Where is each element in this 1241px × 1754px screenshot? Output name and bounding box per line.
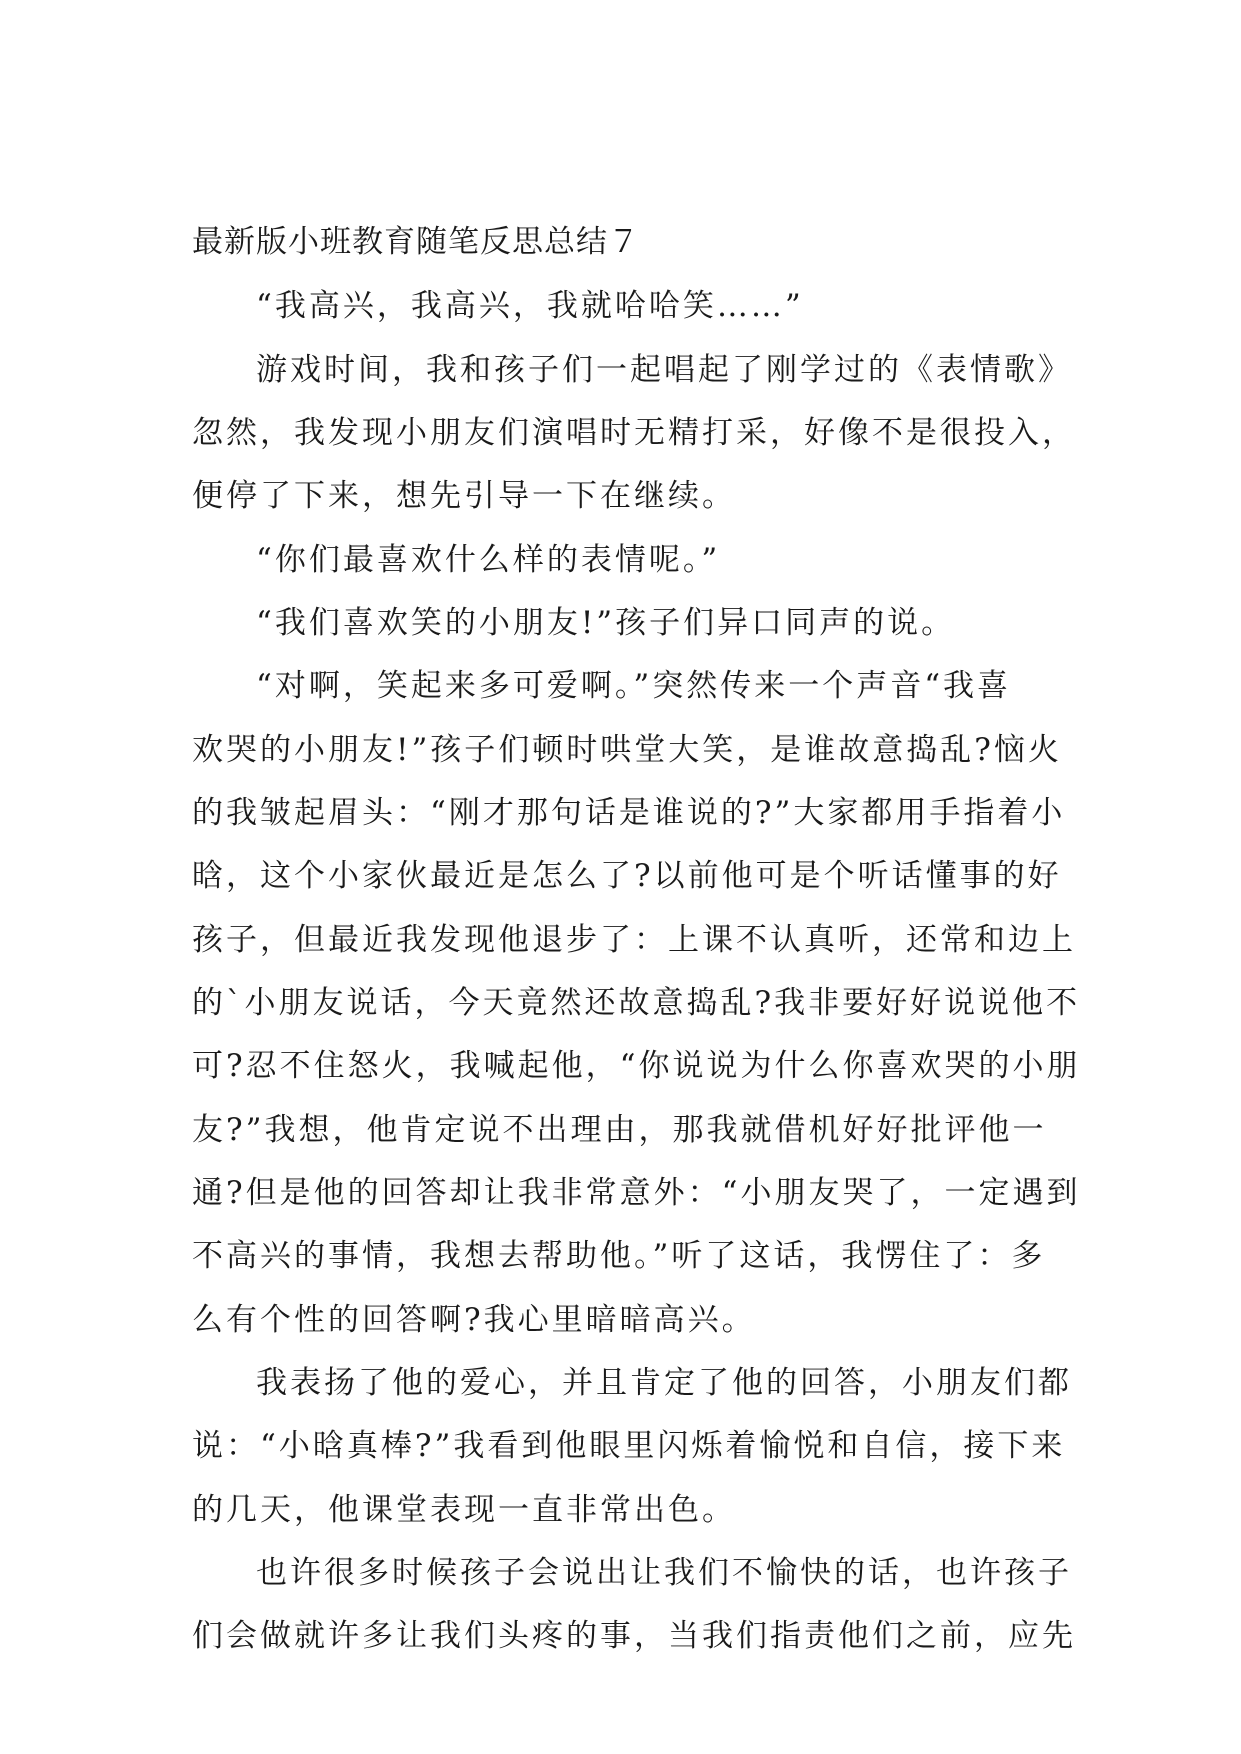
text-line: 不高兴的事情，我想去帮助他。”听了这话，我愣住了：多 <box>192 1238 1046 1274</box>
text-line: “我高兴，我高兴，我就哈哈笑……” <box>256 288 804 324</box>
text-line: 么有个性的回答啊?我心里暗暗高兴。 <box>192 1302 756 1338</box>
text-line: 晗，这个小家伙最近是怎么了?以前他可是个听话懂事的好 <box>192 858 1062 894</box>
text-line: 也许很多时候孩子会说出让我们不愉快的话，也许孩子 <box>256 1555 1072 1591</box>
text-line: 们会做就许多让我们头疼的事，当我们指责他们之前，应先 <box>192 1618 1076 1654</box>
document-title: 最新版小班教育随笔反思总结７ <box>192 224 640 260</box>
text-line: 的`小朋友说话，今天竟然还故意捣乱?我非要好好说说他不 <box>192 985 1081 1021</box>
text-line: “我们喜欢笑的小朋友!”孩子们异口同声的说。 <box>256 605 956 641</box>
text-line: 通?但是他的回答却让我非常意外：“小朋友哭了，一定遇到 <box>192 1175 1081 1211</box>
text-line: 的几天，他课堂表现一直非常出色。 <box>192 1492 736 1528</box>
text-line: 便停了下来，想先引导一下在继续。 <box>192 478 736 514</box>
text-line: “对啊，笑起来多可爱啊。”突然传来一个声音“我喜 <box>256 668 1012 704</box>
text-line: 友?”我想，他肯定说不出理由，那我就借机好好批评他一 <box>192 1112 1047 1148</box>
text-line: 我表扬了他的爱心，并且肯定了他的回答，小朋友们都 <box>256 1365 1072 1401</box>
text-line: 欢哭的小朋友!”孩子们顿时哄堂大笑，是谁故意捣乱?恼火 <box>192 732 1062 768</box>
text-line: “你们最喜欢什么样的表情呢。” <box>256 542 721 578</box>
text-line: 孩子，但最近我发现他退步了：上课不认真听，还常和边上 <box>192 922 1076 958</box>
text-line: 说：“小晗真棒?”我看到他眼里闪烁着愉悦和自信，接下来 <box>192 1428 1066 1464</box>
text-line: 可?忍不住怒火，我喊起他，“你说说为什么你喜欢哭的小朋 <box>192 1048 1081 1084</box>
text-line: 游戏时间，我和孩子们一起唱起了刚学过的《表情歌》 <box>256 352 1072 388</box>
text-line: 忽然，我发现小朋友们演唱时无精打采，好像不是很投入， <box>192 415 1076 451</box>
text-line: 的我皱起眉头：“刚才那句话是谁说的?”大家都用手指着小 <box>192 795 1066 831</box>
